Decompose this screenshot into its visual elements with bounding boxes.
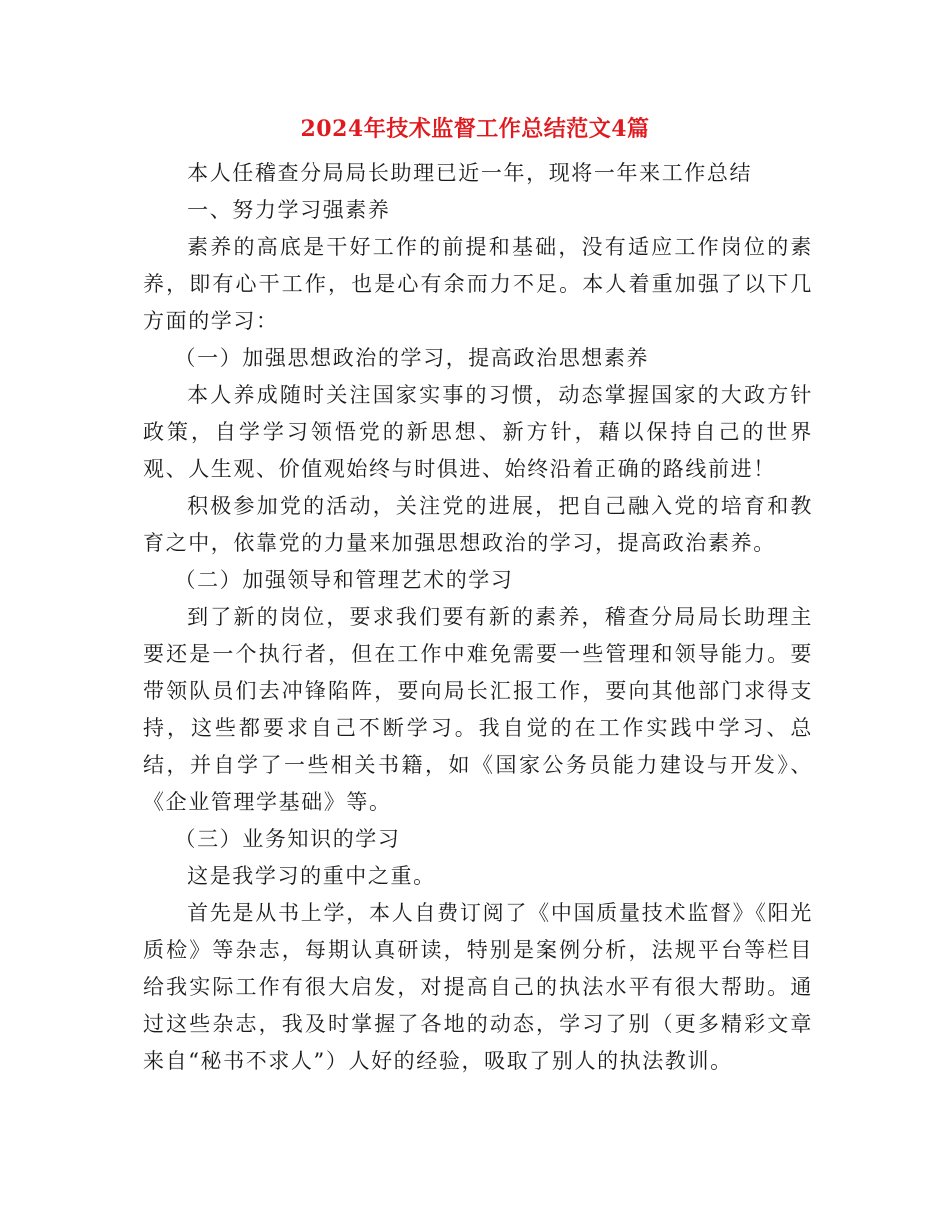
- body-paragraph: 积极参加党的活动，关注党的进展，把自己融入党的培育和教育之中，依靠党的力量来加强思想政治的学习，提高政治素养。: [143, 494, 813, 555]
- document-title: 2024年技术监督工作总结范文4篇: [300, 116, 650, 142]
- subsection-heading-2: （二）加强领导和管理艺术的学习: [174, 568, 514, 592]
- body-paragraph: 首先是从书上学，本人自费订阅了《中国质量技术监督》《阳光质检》等杂志，每期认真研读，特别是案例分析，法规平台等栏目给我实际工作有很大启发，对提高自己的执法水平有很大帮助。通过这些杂志，我及时掌握了各地的动态，学习了别（更多精彩文章来自“秘书不求人”）人好的经验，吸取了别人的执法教训。: [143, 901, 813, 1073]
- intro-paragraph: 本人任稽查分局局长助理已近一年，现将一年来工作总结: [187, 161, 753, 185]
- body-paragraph: 素养的高底是干好工作的前提和基础，没有适应工作岗位的素养，即有心干工作，也是心有余而力不足。本人着重加强了以下几方面的学习：: [143, 235, 813, 333]
- document-body: [143, 155, 813, 1080]
- body-paragraph: 到了新的岗位，要求我们要有新的素养，稽查分局局长助理主要还是一个执行者，但在工作中难免需要一些管理和领导能力。要带领队员们去冲锋陷阵，要向局长汇报工作，要向其他部门求得支持，这些都要求自己不断学习。我自觉的在工作实践中学习、总结，并自学了一些相关书籍，如《国家公务员能力建设与开发》、《企业管理学基础》等。: [143, 605, 813, 814]
- subsection-heading-3: （三）业务知识的学习: [174, 827, 401, 851]
- body-paragraph: 本人养成随时关注国家实事的习惯，动态掌握国家的大政方针政策，自学学习领悟党的新思想、新方针，藉以保持自己的世界观、人生观、价值观始终与时俱进、始终沿着正确的路线前进！: [143, 383, 813, 481]
- section-heading-1: 一、努力学习强素养: [187, 198, 391, 222]
- subsection-heading-1: （一）加强思想政治的学习，提高政治思想素养: [174, 346, 650, 370]
- body-paragraph: 这是我学习的重中之重。: [187, 864, 436, 888]
